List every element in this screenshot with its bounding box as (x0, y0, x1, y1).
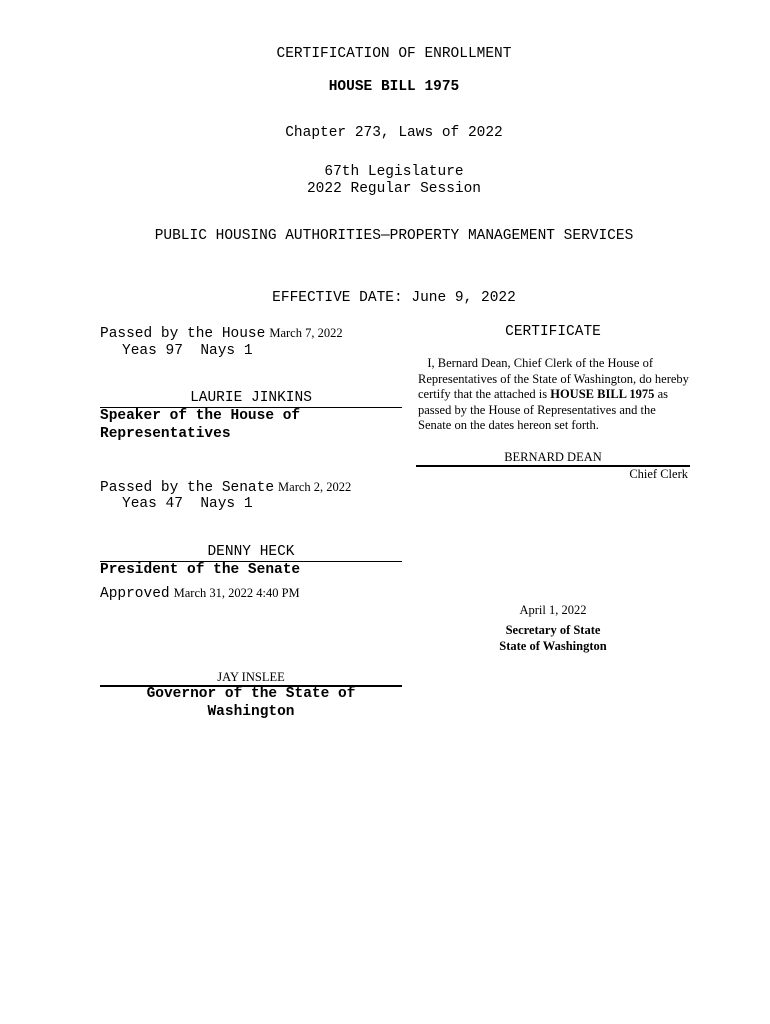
legislature-line: 67th Legislature (324, 164, 464, 180)
speaker-name: LAURIE JINKINS (190, 390, 312, 406)
clerk-title: Chief Clerk (629, 467, 688, 481)
chapter-line: Chapter 273, Laws of 2022 (285, 125, 503, 141)
speaker-title-line-2: Representatives (100, 426, 231, 442)
house-passed-label: Passed by the House (100, 326, 266, 342)
certificate-text-start: I, Bernard Dean, Chief Clerk of the House of Representatives of the State of Washington, do hereby certify that the attached is (418, 356, 689, 401)
effective-date: EFFECTIVE DATE: June 9, 2022 (272, 290, 516, 306)
senate-passed-line (100, 478, 351, 496)
certificate-statement (418, 356, 690, 434)
filed-date: April 1, 2022 (519, 603, 587, 617)
secretary-title-line-1: Secretary of State (505, 623, 601, 637)
secretary-title-line-2: State of Washington (499, 639, 607, 653)
certificate-text-end: as passed by the House of Representatives and the Senate on the dates hereon set forth. (418, 387, 668, 432)
governor-title-line-2: Washington (207, 704, 295, 720)
bill-number: HOUSE BILL 1975 (328, 79, 460, 95)
house-votes: Yeas 97 Nays 1 (122, 343, 253, 359)
approved-line (100, 584, 300, 602)
president-name: DENNY HECK (207, 544, 295, 560)
clerk-name: BERNARD DEAN (504, 450, 602, 464)
governor-name: JAY INSLEE (217, 670, 285, 684)
certification-title: CERTIFICATION OF ENROLLMENT (276, 46, 512, 62)
senate-passed-date: March 2, 2022 (278, 480, 352, 494)
house-passed-line (100, 324, 343, 342)
senate-passed-label: Passed by the Senate (100, 480, 275, 496)
house-passed-date: March 7, 2022 (269, 326, 343, 340)
approved-label: Approved (100, 586, 170, 602)
speaker-title-line-1: Speaker of the House of (100, 408, 301, 424)
bill-subject: PUBLIC HOUSING AUTHORITIES—PROPERTY MANAGEMENT SERVICES (154, 228, 634, 244)
governor-title-line-1: Governor of the State of (146, 686, 356, 702)
approved-date: March 31, 2022 4:40 PM (173, 586, 300, 600)
president-title: President of the Senate (100, 562, 301, 578)
certificate-heading: CERTIFICATE (505, 324, 601, 340)
session-line: 2022 Regular Session (306, 181, 482, 197)
certificate-bill-reference: HOUSE BILL 1975 (550, 387, 655, 401)
senate-votes: Yeas 47 Nays 1 (122, 496, 253, 512)
